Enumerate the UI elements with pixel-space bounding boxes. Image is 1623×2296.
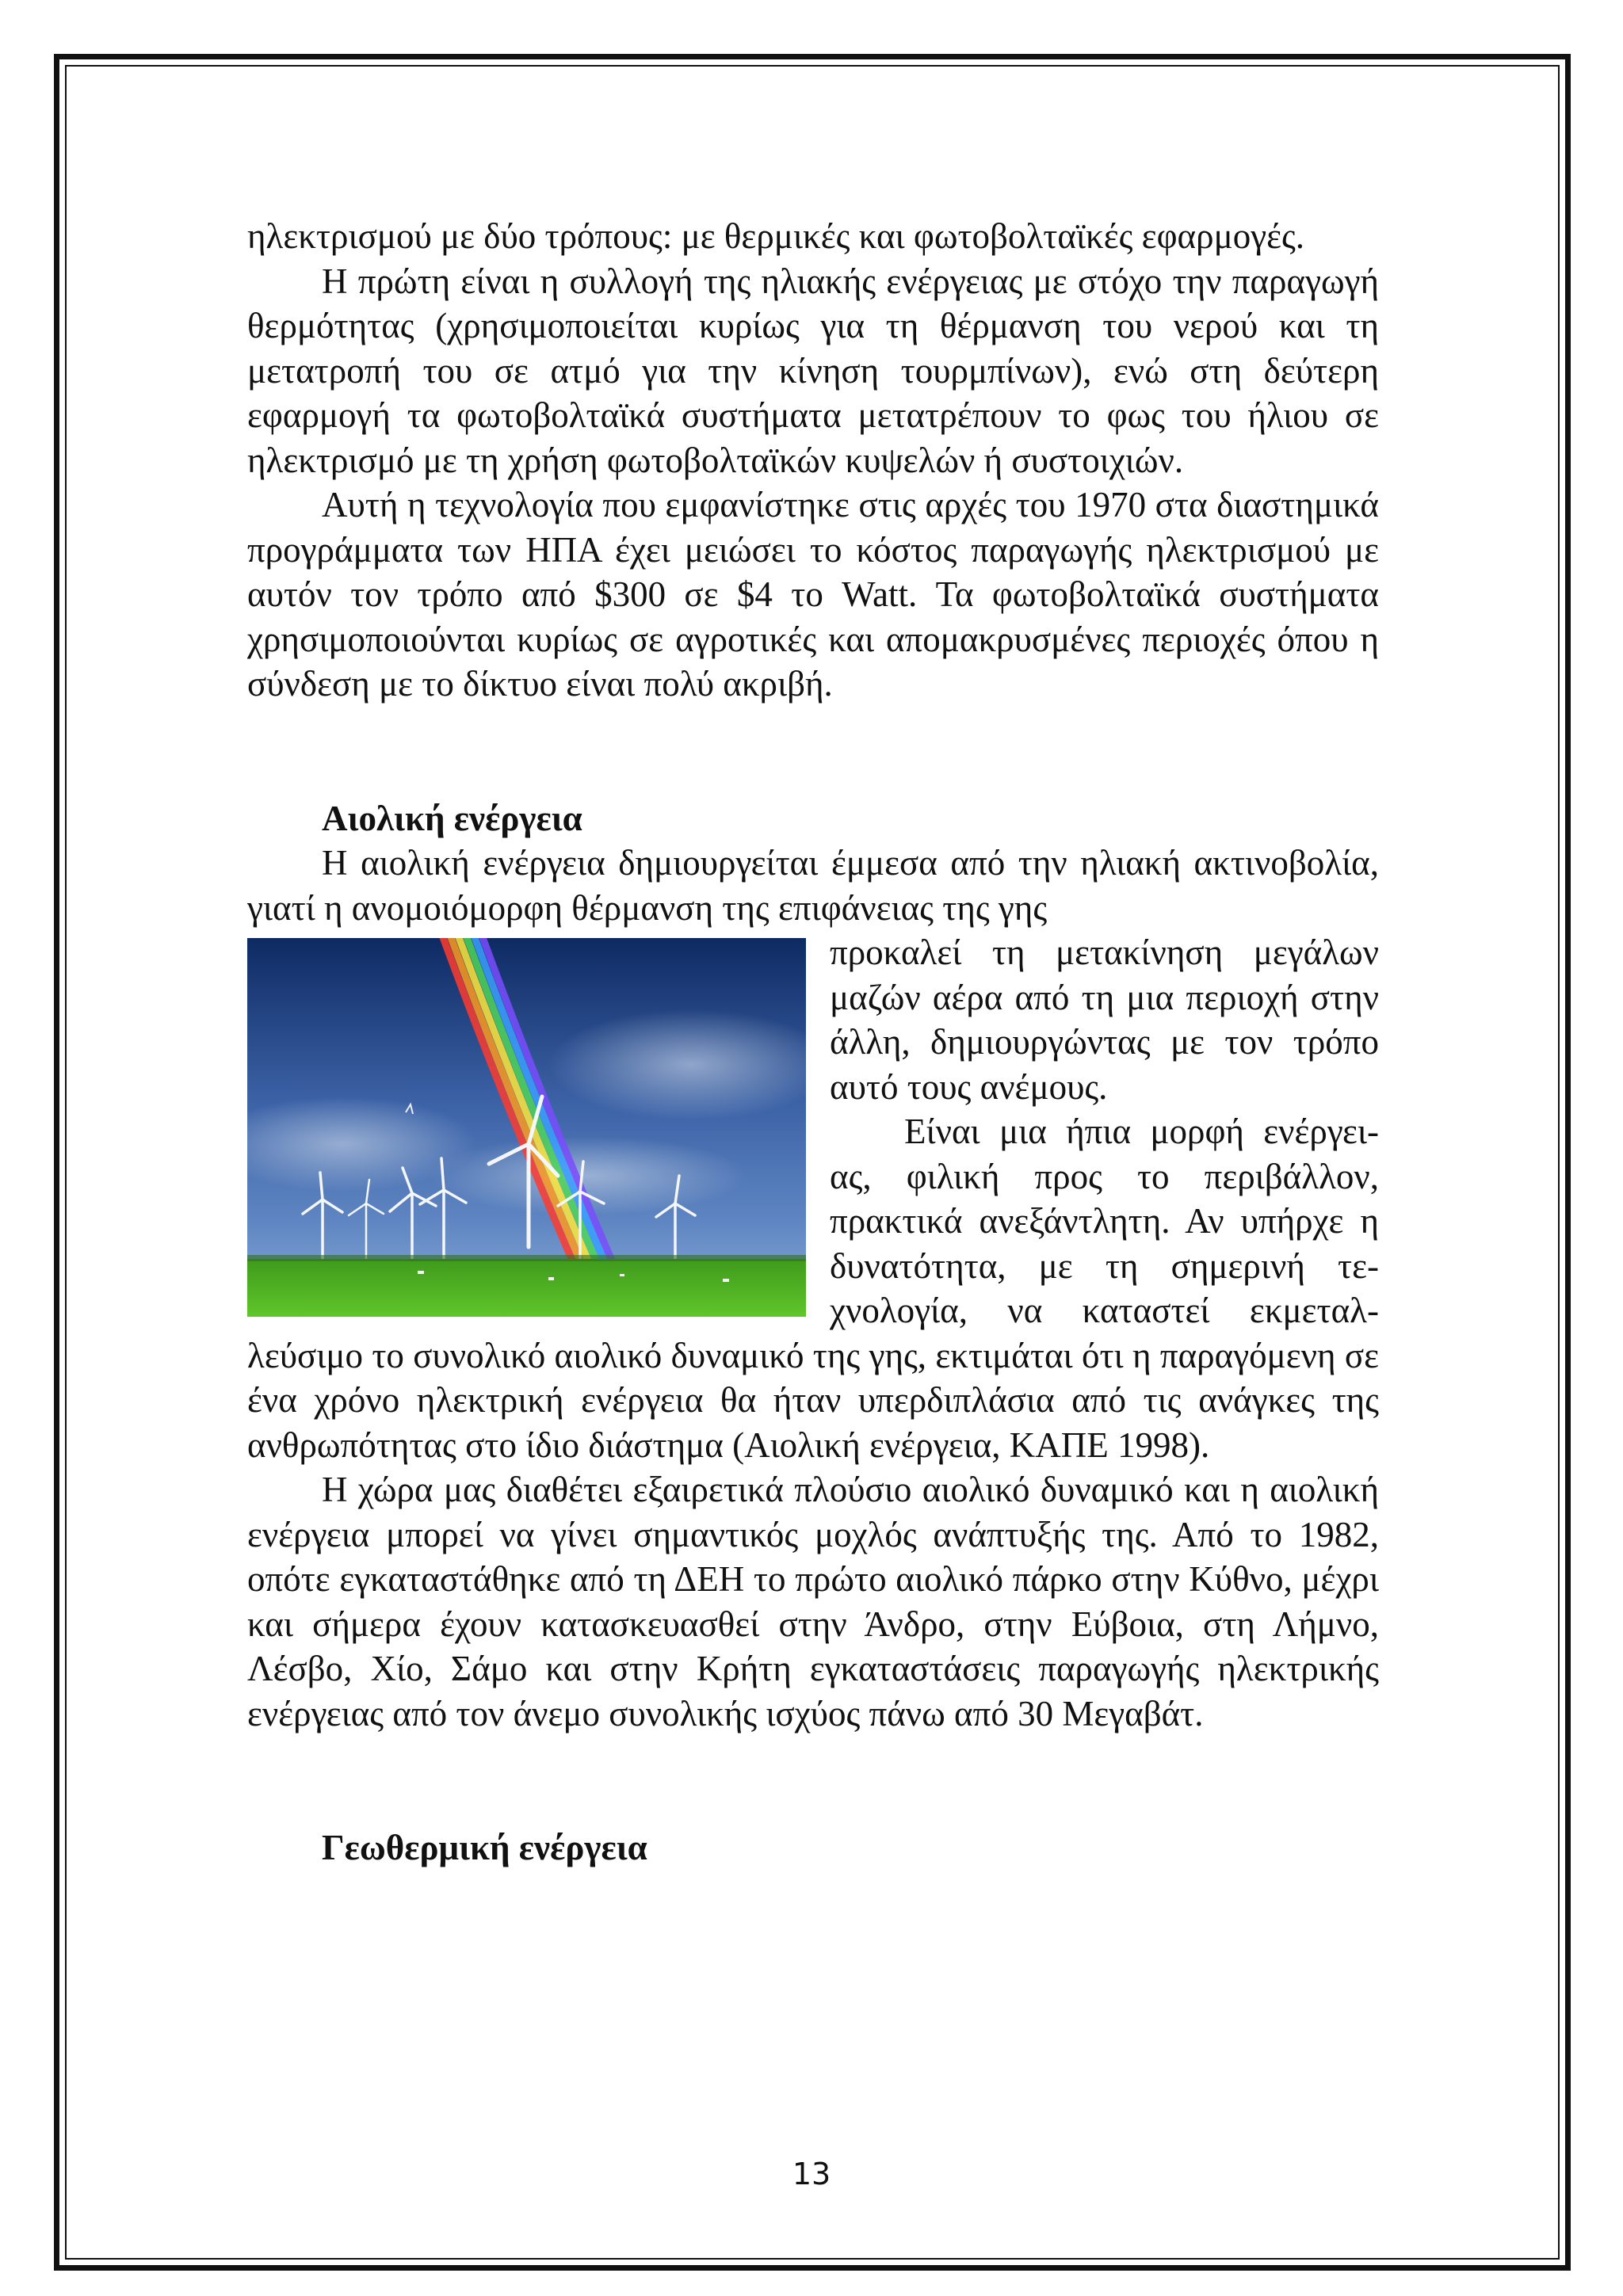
page-content <box>247 214 1379 1871</box>
paragraph-wind-potential: Είναι μια ήπια μορφή ενέργει-ας, φιλική προς το περιβάλλον, πρακτικά ανεξάντλητη. Αν υπήρχε η δυνατότητα, με τη σημερινή τε-χνολογία, να καταστεί εκμεταλ-λεύσιμο το συνολικό αιολικό δυναμικό της γης, εκτιμάται ότι η παραγόμενη σε ένα χρόνο ηλεκτρική ενέργεια θα ήταν υπερδιπλάσια από τις ανάγκες της ανθρωπότητας στο ίδιο διάστημα (Αιολική ενέργεια, ΚΑΠΕ 1998). <box>247 1112 1379 1465</box>
paragraph-solar-thermal: Η πρώτη είναι η συλλογή της ηλιακής ενέργειας με στόχο την παραγωγή θερμότητας (χρησιμοποιείται κυρίως για τη θέρμανση του νερού και τη μετατροπή του σε ατμό για την κίνηση τουρμπίνων), ενώ στη δεύτερη εφαρμογή τα φωτοβολταϊκά συστήματα μετατρέπουν το φως του ήλιου σε ηλεκτρισμό με τη χρήση φωτοβολταϊκών κυψελών ή συστοιχιών. <box>247 261 1379 480</box>
paragraph-wind-greece: Η χώρα μας διαθέτει εξαιρετικά πλούσιο αιολικό δυναμικό και η αιολική ενέργεια μπορεί να γίνει σημαντικός μοχλός ανάπτυξής της. Από το 1982, οπότε εγκαταστάθηκε από τη ΔΕΗ το πρώτο αιολικό πάρκο στην Κύθνο, μέχρι και σήμερα έχουν κατασκευασθεί στην Άνδρο, στην Εύβοια, στη Λήμνο, Λέσβο, Χίο, Σάμο και στην Κρήτη εγκαταστάσεις παραγωγής ηλεκτρικής ενέργειας από τον άνεμο συνολικής ισχύος πάνω από 30 Μεγαβάτ. <box>247 1470 1379 1733</box>
paragraph-solar-intro: ηλεκτρισμού με δύο τρόπους: με θερμικές και φωτοβολταϊκές εφαρμογές. <box>247 216 1305 256</box>
paragraph-photovoltaic: Αυτή η τεχνολογία που εμφανίστηκε στις αρχές του 1970 στα διαστημικά προγράμματα των ΗΠΑ έχει μειώσει το κόστος παραγωγής ηλεκτρισμού με αυτόν τον τρόπο από $300 σε $4 το Watt. Τα φωτοβολταϊκά συστήματα χρησιμοποιούνται κυρίως σε αγροτικές και απομακρυσμένες περιοχές όπου η σύνδεση με το δίκτυο είναι πολύ ακριβή. <box>247 485 1379 704</box>
paragraph-wind-intro: Η αιολική ενέργεια δημιουργείται έμμεσα από την ηλιακή ακτινοβολία, γιατί η ανομοιόμορφη θέρμανση της επιφάνειας της γης <box>247 843 1379 928</box>
wind-turbines-rainbow-photo <box>247 938 806 1317</box>
paragraph-wind-intro-continued: προκαλεί τη μετακίνηση μεγάλων μαζών αέρα από τη μια περιοχή στην άλλη, δημιουργώντας με τον τρόπο αυτό τους ανέμους. <box>830 933 1379 1107</box>
heading-geothermal-energy: Γεωθερμική ενέργεια <box>322 1828 647 1867</box>
page-number: 13 <box>792 2157 831 2191</box>
heading-wind-energy: Αιολική ενέργεια <box>322 798 582 838</box>
